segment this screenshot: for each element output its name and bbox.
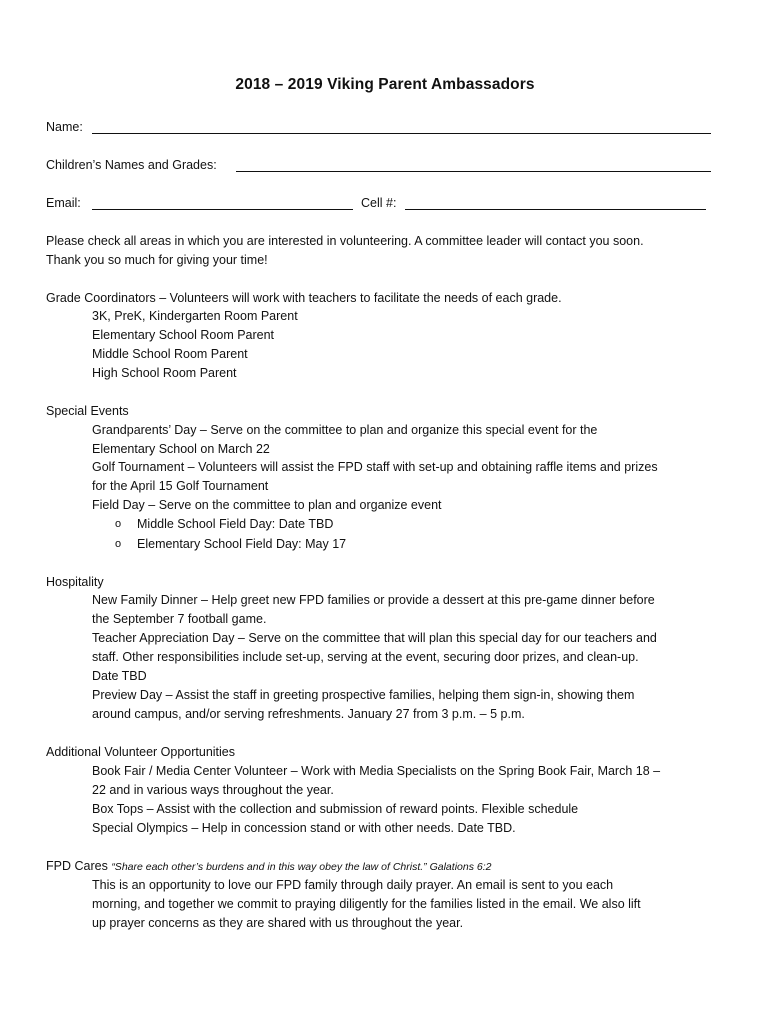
email-field[interactable] xyxy=(92,209,353,210)
name-field[interactable] xyxy=(92,133,711,134)
option-description: the September 7 football game. xyxy=(92,612,267,626)
hospitality-heading: Hospitality xyxy=(46,575,104,589)
sub-option[interactable]: Elementary School Field Day: May 17 xyxy=(137,537,347,551)
volunteer-option[interactable]: Grandparents’ Day – Serve on the committee to plan and organize this special event for the xyxy=(92,423,598,437)
email-label: Email: xyxy=(46,196,81,210)
additional-opportunities-heading: Additional Volunteer Opportunities xyxy=(46,745,236,759)
bullet-marker: o xyxy=(115,538,122,550)
cell-field[interactable] xyxy=(405,209,706,210)
option-description: staff. Other responsibilities include set-up, serving at the event, securing door prizes, and clean-up. xyxy=(92,650,639,664)
children-label: Children’s Names and Grades: xyxy=(46,158,217,172)
volunteer-option[interactable]: 3K, PreK, Kindergarten Room Parent xyxy=(92,309,298,323)
option-description: 22 and in various ways throughout the year. xyxy=(92,783,334,797)
children-field[interactable] xyxy=(236,171,711,172)
fpd-cares-heading xyxy=(46,857,491,877)
option-description: around campus, and/or serving refreshments. January 27 from 3 p.m. – 5 p.m. xyxy=(92,707,525,721)
sub-option[interactable]: Middle School Field Day: Date TBD xyxy=(137,517,334,531)
volunteer-option[interactable]: Special Olympics – Help in concession stand or with other needs. Date TBD. xyxy=(92,821,516,835)
intro-line: Please check all areas in which you are interested in volunteering. A committee leader will contact you soon. xyxy=(46,234,644,248)
volunteer-option[interactable]: This is an opportunity to love our FPD family through daily prayer. An email is sent to you each xyxy=(92,878,614,892)
volunteer-option[interactable]: New Family Dinner – Help greet new FPD families or provide a dessert at this pre-game dinner before xyxy=(92,593,655,607)
option-description: up prayer concerns as they are shared with us throughout the year. xyxy=(92,916,464,930)
cell-label: Cell #: xyxy=(361,196,397,210)
option-description: Elementary School on March 22 xyxy=(92,442,270,456)
volunteer-option[interactable]: Middle School Room Parent xyxy=(92,347,248,361)
bullet-marker: o xyxy=(115,518,122,530)
page-title: 2018 – 2019 Viking Parent Ambassadors xyxy=(235,76,535,93)
option-description: for the April 15 Golf Tournament xyxy=(92,479,269,493)
volunteer-option[interactable]: Box Tops – Assist with the collection and submission of reward points. Flexible schedule xyxy=(92,802,579,816)
special-events-heading: Special Events xyxy=(46,404,129,418)
grade-coordinators-heading: Grade Coordinators – Volunteers will work with teachers to facilitate the needs of each grade. xyxy=(46,291,562,305)
scripture-quote: “Share each other’s burdens and in this way obey the law of Christ.” Galations 6:2 xyxy=(111,861,492,873)
name-label: Name: xyxy=(46,120,83,134)
volunteer-option[interactable]: Teacher Appreciation Day – Serve on the committee that will plan this special day for our teachers and xyxy=(92,631,657,645)
volunteer-option[interactable]: Elementary School Room Parent xyxy=(92,328,275,342)
fpd-cares-label: FPD Cares xyxy=(46,859,108,873)
volunteer-option[interactable]: Preview Day – Assist the staff in greeting prospective families, helping them sign-in, showing them xyxy=(92,688,635,702)
volunteer-option[interactable]: High School Room Parent xyxy=(92,366,237,380)
volunteer-option[interactable]: Field Day – Serve on the committee to plan and organize event xyxy=(92,498,442,512)
option-description: morning, and together we commit to praying diligently for the families listed in the email. We also lift xyxy=(92,897,641,911)
option-description: Date TBD xyxy=(92,669,147,683)
intro-line: Thank you so much for giving your time! xyxy=(46,253,268,267)
volunteer-option[interactable]: Golf Tournament – Volunteers will assist the FPD staff with set-up and obtaining raffle items and prizes xyxy=(92,460,658,474)
volunteer-option[interactable]: Book Fair / Media Center Volunteer – Work with Media Specialists on the Spring Book Fair, March 18 – xyxy=(92,764,661,778)
